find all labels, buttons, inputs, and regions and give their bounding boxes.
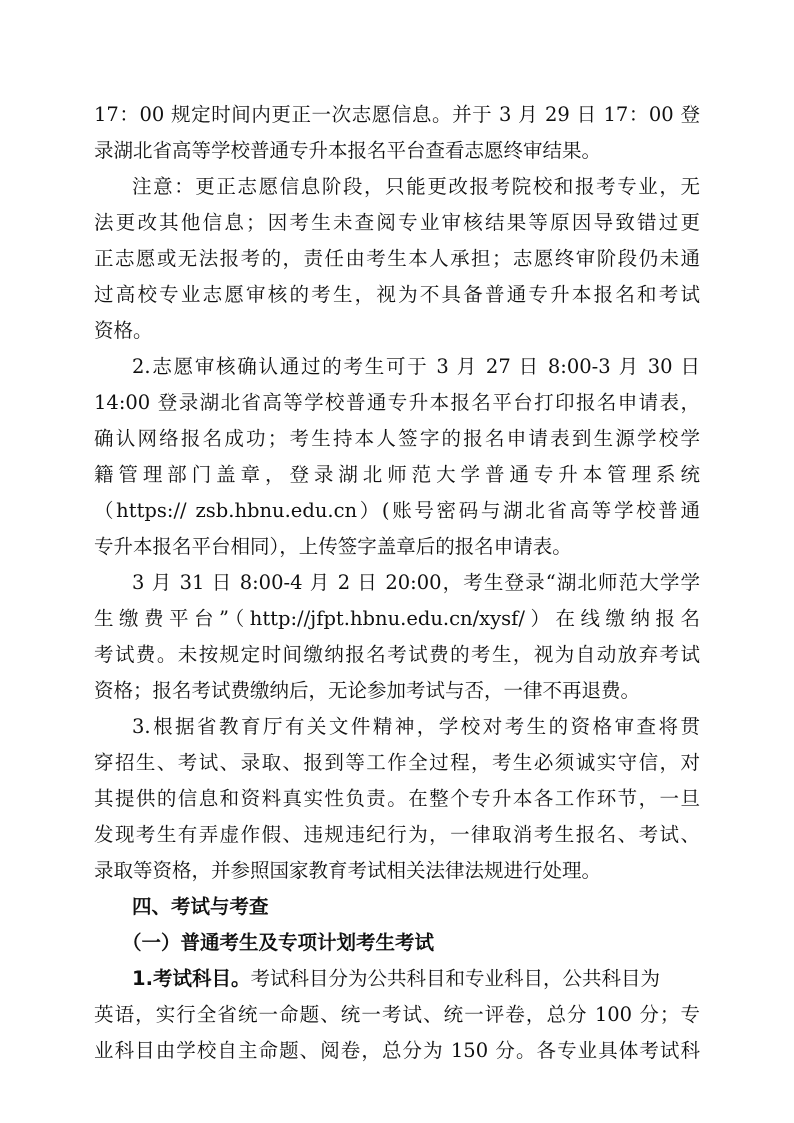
item3-paragraph-line: 发现考生有弄虚作假、违规违纪行为，一律取消考生报名、考试、 [94,823,700,846]
item1-paragraph-line: 业科目由学校自主命题、阅卷，总分为 150 分。各专业具体考试科 [94,1039,700,1062]
note-paragraph-line: 资格。 [94,319,153,342]
item3-paragraph-line: 录取等资格，并参照国家教育考试相关法律法规进行处理。 [94,859,602,882]
subsection-heading: （一）普通考生及专项计划考生考试 [122,931,435,954]
item3-paragraph-line: 穿招生、考试、录取、报到等工作全过程，考生必须诚实守信，对 [94,751,700,774]
item2-paragraph-line: 2.志愿审核确认通过的考生可于 3 月 27 日 8:00-3 月 30 日 [132,355,700,378]
paragraph-line: 录湖北省高等学校普通专升本报名平台查看志愿终审结果。 [94,139,602,162]
note-paragraph-line: 注意：更正志愿信息阶段，只能更改报考院校和报考专业，无 [132,175,700,198]
item1-title: 1.考试科目。 [132,967,251,990]
item1-paragraph-line [132,961,700,997]
payment-paragraph-line: 考试费。未按规定时间缴纳报名考试费的考生，视为自动放弃考试 [94,643,700,666]
payment-paragraph-line: 3 月 31 日 8:00-4 月 2 日 20:00，考生登录“湖北师范大学学 [132,571,700,594]
section-heading: 四、考试与考查 [132,895,269,918]
item2-paragraph-line: （https:// zsb.hbnu.edu.cn）(账号密码与湖北省高等学校普通 [94,499,700,522]
item3-paragraph-line: 其提供的信息和资料真实性负责。在整个专升本各工作环节，一旦 [94,787,700,810]
paragraph-line: 17：00 规定时间内更正一次志愿信息。并于 3 月 29 日 17：00 登 [94,103,700,126]
item2-paragraph-line: 14:00 登录湖北省高等学校普通专升本报名平台打印报名申请表， [94,391,700,414]
item2-paragraph-line: 籍管理部门盖章，登录湖北师范大学普通专升本管理系统 [94,463,700,486]
item1-text: 考试科目分为公共科目和专业科目，公共科目为 [250,967,660,990]
item2-paragraph-line: 专升本报名平台相同），上传签字盖章后的报名申请表。 [94,535,572,558]
payment-paragraph-line: 资格；报名考试费缴纳后，无论参加考试与否，一律不再退费。 [94,679,641,702]
item1-paragraph-line: 英语，实行全省统一命题、统一考试、统一评卷，总分 100 分；专 [94,1003,700,1026]
note-paragraph-line: 过高校专业志愿审核的考生，视为不具备普通专升本报名和考试 [94,283,700,306]
item2-paragraph-line: 确认网络报名成功；考生持本人签字的报名申请表到生源学校学 [94,427,700,450]
note-paragraph-line: 正志愿或无法报考的，责任由考生本人承担；志愿终审阶段仍未通 [94,247,700,270]
payment-paragraph-line: 生缴费平台”（http://jfpt.hbnu.edu.cn/xysf/）在线缴纳报名 [94,607,700,630]
item3-paragraph-line: 3.根据省教育厅有关文件精神，学校对考生的资格审查将贯 [132,715,700,738]
note-paragraph-line: 法更改其他信息；因考生未查阅专业审核结果等原因导致错过更 [94,211,700,234]
